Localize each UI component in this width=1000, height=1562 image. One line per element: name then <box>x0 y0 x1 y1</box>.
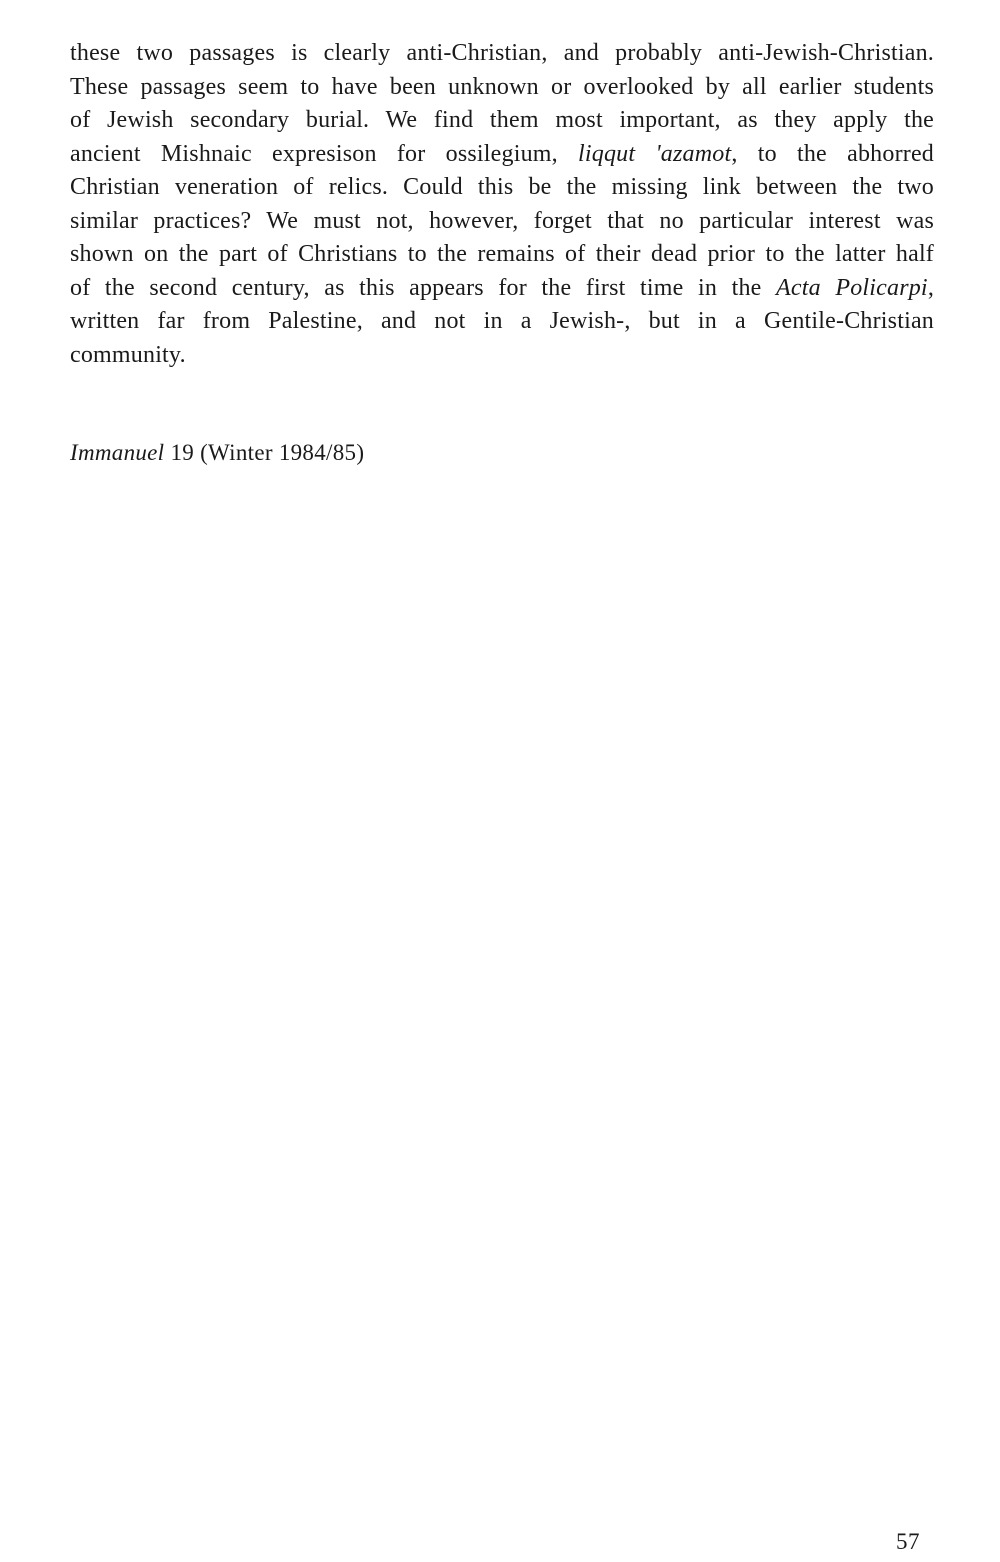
line-text: written far from Palestine, and not in a Jewish-, but in a Gentile-Christian <box>70 308 934 334</box>
paragraph-line <box>70 171 934 205</box>
line-text: These passages seem to have been unknown or overlooked by all earlier students <box>70 73 934 100</box>
line-text: these two passages is clearly anti-Christian, and probably anti-Jewish-Christian. <box>70 40 934 66</box>
paragraph-line <box>70 71 934 105</box>
line-text: , to the abhorred <box>731 140 935 167</box>
line-text: of the second century, as this appears for the first time in the <box>70 274 777 301</box>
source-citation <box>70 439 364 467</box>
paragraph-line <box>70 138 934 172</box>
issue-details: 19 (Winter 1984/85) <box>164 440 365 465</box>
line-text: similar practices? We must not, however, forget that no particular interest was <box>70 207 934 234</box>
line-text: of Jewish secondary burial. We find them most important, as they apply the <box>70 107 934 133</box>
paragraph-line <box>70 272 934 306</box>
paragraph-line <box>70 104 934 138</box>
journal-title: Immanuel <box>70 440 165 465</box>
line-text: shown on the part of Christians to the remains of their dead prior to the latter half <box>70 241 934 267</box>
line-text: Christian veneration of relics. Could this be the missing link between the two <box>70 174 934 200</box>
page-number: 57 <box>896 1529 920 1554</box>
paragraph-line <box>70 305 934 339</box>
paragraph-line <box>70 37 934 71</box>
cited-work-title: Acta Policarpi <box>776 274 928 301</box>
line-text: community. <box>70 341 186 368</box>
paragraph-line <box>70 238 934 272</box>
body-paragraph <box>70 37 934 372</box>
transliteration-term: liqqut 'azamot <box>578 140 732 167</box>
paragraph-line <box>70 205 934 239</box>
line-text: ancient Mishnaic expresison for ossilegium, <box>70 140 579 167</box>
paragraph-line <box>70 339 934 373</box>
line-text: , <box>927 274 935 301</box>
